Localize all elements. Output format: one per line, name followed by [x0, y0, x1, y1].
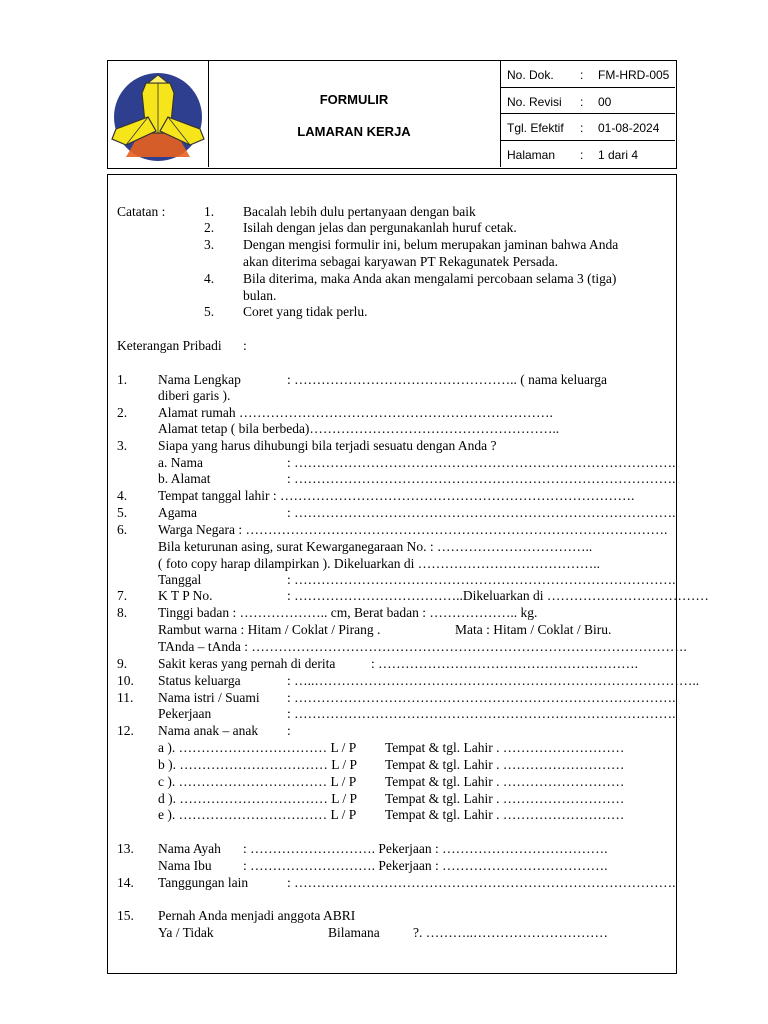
- field-label: Tanggal: [158, 572, 202, 587]
- field-blank: : ………………………………………………………………………….: [287, 706, 676, 721]
- note-number: 5.: [204, 304, 215, 319]
- item-number: 7.: [117, 588, 128, 603]
- field-blank: : …..…………………………………………………………………………..: [287, 673, 700, 688]
- field-label: TAnda – tAnda : …………………………………………………………………………………….: [158, 639, 687, 654]
- note-number: 1.: [204, 204, 215, 219]
- field-label: Nama Ayah: [158, 841, 221, 856]
- item-number: 3.: [117, 438, 128, 453]
- item-number: 8.: [117, 605, 128, 620]
- field-label: a ). …………………………… L / P: [158, 740, 357, 755]
- item-number: 4.: [117, 488, 128, 503]
- section-title: Keterangan Pribadi: [117, 338, 222, 353]
- meta-value: 00: [598, 94, 612, 109]
- field-label: a. Nama: [158, 455, 203, 470]
- note-number: 3.: [204, 237, 215, 252]
- note-number: 4.: [204, 271, 215, 286]
- meta-label: No. Dok.: [507, 68, 554, 82]
- document-header: [107, 60, 677, 169]
- field-label: ( foto copy harap dilampirkan ). Dikeluarkan di …………………………………..: [158, 556, 601, 571]
- section-colon: :: [243, 338, 247, 353]
- field-label: Sakit keras yang pernah di derita: [158, 656, 336, 671]
- field-blank: Tempat & tgl. Lahir . ………………………: [385, 740, 625, 755]
- meta-value: 01-08-2024: [598, 121, 660, 135]
- meta-label: Halaman: [507, 147, 556, 162]
- form-subtitle: LAMARAN KERJA: [297, 124, 411, 139]
- item-number: 6.: [117, 522, 128, 537]
- field-label: b. Alamat: [158, 471, 211, 486]
- note-number: 2.: [204, 220, 215, 235]
- form-title: FORMULIR: [319, 92, 389, 107]
- meta-value: FM-HRD-005: [598, 68, 670, 82]
- field-blank: : ………………………………………………….: [371, 656, 639, 671]
- item-number: 5.: [117, 505, 128, 520]
- field-label: Nama Ibu: [158, 858, 212, 873]
- item-number: 9.: [117, 656, 128, 671]
- meta-colon: :: [580, 94, 584, 109]
- note-text: bulan.: [243, 288, 277, 303]
- meta-row: [500, 141, 675, 168]
- field-blank: : ………………………………………………………………………….: [287, 455, 676, 470]
- field-label: Siapa yang harus dihubungi bila terjadi sesuatu dengan Anda ?: [158, 438, 497, 453]
- meta-row: [500, 61, 675, 88]
- field-label: Agama: [158, 505, 197, 520]
- field-blank: : ………………………. Pekerjaan : ……………………………….: [243, 858, 608, 873]
- meta-row: [500, 114, 675, 141]
- field-label: Pernah Anda menjadi anggota ABRI: [158, 908, 356, 923]
- item-number: 1.: [117, 372, 128, 387]
- field-label: d ). …………………………… L / P: [158, 791, 357, 806]
- field-blank: : ………………………………………………………………………….: [287, 471, 676, 486]
- field-blank: Tempat & tgl. Lahir . ………………………: [385, 757, 625, 772]
- item-number: 13.: [117, 841, 134, 856]
- field-blank: Tempat & tgl. Lahir . ………………………: [385, 774, 625, 789]
- meta-colon: :: [580, 147, 584, 162]
- field-blank: Mata : Hitam / Coklat / Biru.: [455, 622, 612, 637]
- document-meta-table: [500, 61, 675, 167]
- meta-colon: :: [580, 68, 584, 82]
- item-number: 12.: [117, 723, 134, 738]
- field-label: Alamat tetap ( bila berbeda)………………………………………………..: [158, 421, 560, 436]
- meta-row: [500, 88, 675, 115]
- field-blank: : ………………………………………………………………………….: [287, 690, 676, 705]
- item-number: 14.: [117, 875, 134, 890]
- field-label: K T P No.: [158, 588, 213, 603]
- note-text: Isilah dengan jelas dan pergunakanlah huruf cetak.: [243, 220, 517, 235]
- field-label: Rambut warna : Hitam / Coklat / Pirang .: [158, 622, 381, 637]
- field-label: Pekerjaan: [158, 706, 212, 721]
- field-label: Alamat rumah …………………………………………………………….: [158, 405, 553, 420]
- note-text: Bacalah lebih dulu pertanyaan dengan baik: [243, 204, 476, 219]
- note-text: Bila diterima, maka Anda akan mengalami percobaan selama 3 (tiga): [243, 271, 617, 286]
- field-blank: : ………………………………………………………………………….: [287, 505, 676, 520]
- item-number: 11.: [117, 690, 134, 705]
- field-blank: ?. ………..…………………………: [413, 925, 608, 940]
- note-text: akan diterima sebagai karyawan PT Rekagunatek Persada.: [243, 254, 559, 269]
- title-cell: [208, 61, 501, 167]
- item-number: 10.: [117, 673, 134, 688]
- field-label: b ). …………………………… L / P: [158, 757, 357, 772]
- field-label: Nama Lengkap: [158, 372, 241, 387]
- field-label: c ). …………………………… L / P: [158, 774, 357, 789]
- field-label: Status keluarga: [158, 673, 241, 688]
- note-text: Coret yang tidak perlu.: [243, 304, 368, 319]
- field-blank: : ………………………………………………………………………….: [287, 875, 676, 890]
- field-label: Ya / Tidak: [158, 925, 214, 940]
- field-blank: Tempat & tgl. Lahir . ………………………: [385, 791, 625, 806]
- meta-colon: :: [580, 121, 584, 135]
- field-label: diberi garis ).: [158, 388, 231, 403]
- logo-cell: [108, 61, 209, 167]
- item-number: 15.: [117, 908, 134, 923]
- item-number: 2.: [117, 405, 128, 420]
- meta-label: Tgl. Efektif: [507, 121, 564, 135]
- meta-label: No. Revisi: [507, 94, 562, 109]
- meta-value: 1 dari 4: [598, 147, 639, 162]
- field-blank: : ………………………. Pekerjaan : ……………………………….: [243, 841, 608, 856]
- field-blank: Tempat & tgl. Lahir . ………………………: [385, 807, 625, 822]
- field-label: Nama anak – anak: [158, 723, 259, 738]
- field-label: Bila keturunan asing, surat Kewarganegaraan No. : ……………………………..: [158, 539, 593, 554]
- field-label: e ). …………………………… L / P: [158, 807, 357, 822]
- field-label: Warga Negara : ………………………………………………………………………………….: [158, 522, 668, 537]
- field-label: Tinggi badan : ……………….. cm, Berat badan : ……………….. kg.: [158, 605, 538, 620]
- field-label: Tanggungan lain: [158, 875, 249, 890]
- field-blank: : ………………………………………….. ( nama keluarga: [287, 372, 607, 387]
- note-text: Dengan mengisi formulir ini, belum merupakan jaminan bahwa Anda: [243, 237, 619, 252]
- field-blank: :: [287, 723, 291, 738]
- company-logo: [108, 61, 208, 167]
- field-blank: Bilamana: [328, 925, 380, 940]
- notes-label: Catatan :: [117, 204, 166, 219]
- field-label: Nama istri / Suami: [158, 690, 260, 705]
- field-label: Tempat tanggal lahir : …………………………………………………………………….: [158, 488, 635, 503]
- field-blank: : ………………………………………………………………………….: [287, 572, 676, 587]
- field-blank: : ………………………………..Dikeluarkan di ………………………………: [287, 588, 709, 603]
